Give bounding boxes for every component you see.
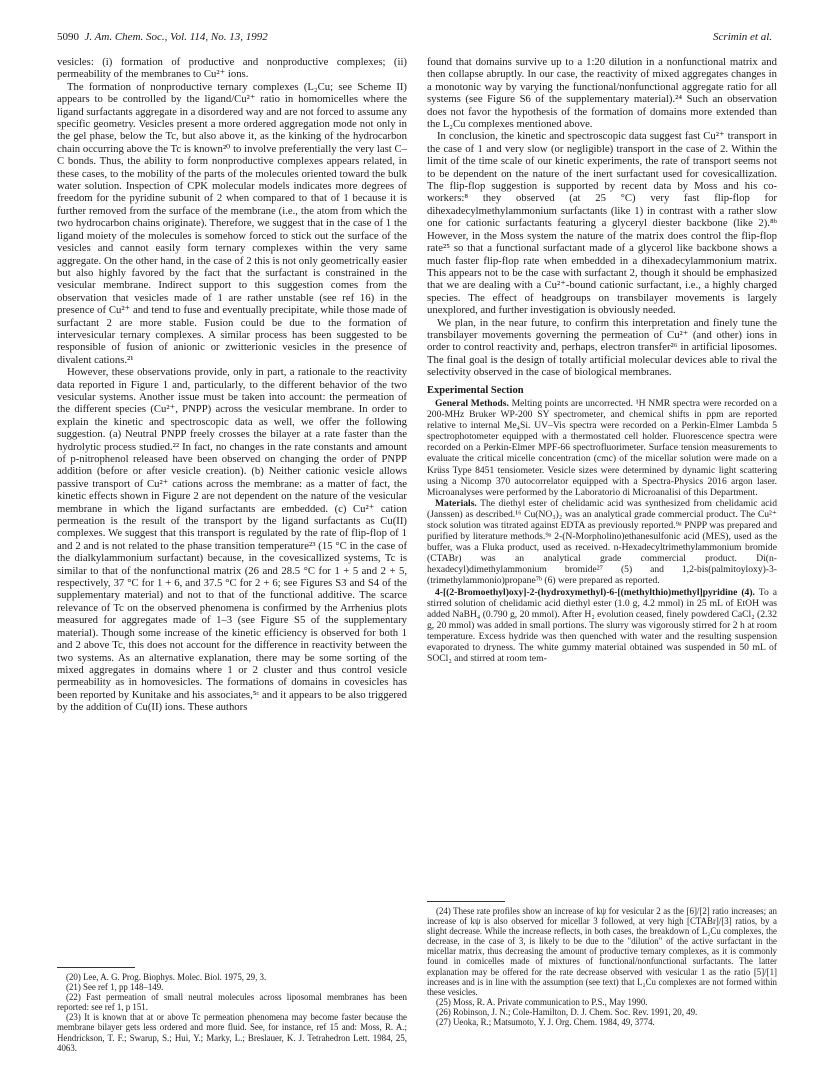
left-footnotes (57, 967, 407, 1053)
footnote-rule-right (427, 901, 505, 902)
experimental-section (427, 398, 777, 664)
compound-4-text: To a stirred solution of chelidamic acid diethyl ester (1.0 g, 4.2 mmol) in 25 mL of EtOH was added NaBH₄ (0.790 g, 20 mmol). After H₂ evolution ceased, finely powdered CaCl₂ (2.32 g, 20 mmol) was added in small portions. The slurry was vigorously stirred for 2 h at room temperature. Excess hydride was then quenched with water and the resulting suspension evaporated to dryness. The white gummy material obtained was suspended in 50 mL of SOCl₂ and stirred at room tem- (427, 586, 777, 665)
footnote-22: (22) Fast permeation of small neutral molecules across liposomal membranes has been reported: see ref 1, p 151. (57, 992, 407, 1013)
materials-text: The diethyl ester of chelidamic acid was synthesized from chelidamic acid (Janssen) as described.¹⁶ Cu(NO₃)₂ was an analytical grade commercial product. The Cu²⁺ stock solution was titrated against EDTA as previously reported.⁹ᵃ PNPP was prepared and purified by literature methods.⁹ᵃ 2-(N-Morpholino)ethanesulfonic acid (MES), used as the buffer, was a Fluka product, used as received. n-Hexadecyltrimethylammonium bromide (CTABr) was an analytical grade commercial product. Di(n-hexadecyl)dimethylammonium bromide²⁷ (5) and 1,2-bis(palmitoyloxy)-3-(trimethylammonio)propane⁷ᵇ (6) were prepared as reported. (427, 497, 777, 587)
compound-4-heading: 4-[(2-Bromoethyl)oxy]-2-(hydroxymethyl)-6-[(methylthio)methyl]pyridine (4). (435, 586, 755, 598)
footnote-26: (26) Robinson, J. N.; Cole-Hamilton, D. J. Chem. Soc. Rev. 1991, 20, 49. (436, 1006, 698, 1017)
section-title: Experimental Section (427, 384, 524, 396)
page-number: 5090 (57, 31, 79, 43)
left-paragraph-2: However, these observations provide, only in part, a rationale to the reactivity data reported in Figure 1 and, particularly, to the different behavior of the two vesicular systems. Another issue must be taken into account: the permeation of the different species (Cu²⁺, PNPP) across the vesicular membrane. In order to explain the kinetic and spectroscopic data as well, we offer the following suggestion. (a) Neutral PNPP freely crosses the bilayer at a rate faster than the hydrolytic process studied.²² In fact, no changes in the rate constants and amount of p-nitrophenol released have been observed on changing the order of PNPP addition (before or after vesicle creation). (b) Neither cationic vesicle allows passive transport of Cu²⁺ cations across the membrane: as a matter of fact, the kinetic effects shown in Figure 2 are not dependent on the nature of the vesicular membrane in which the ligand surfactants are embedded. (c) Cu²⁺ cation permeation is the result of the transport by the ligand surfactants as Cu(II) complexes. We suggest that this transport is regulated by the rate of flip-flop of 1 and 2 and is not related to the phase transition temperature²³ (15 °C in the case of the dialkylammonium surfactant) because, in the covesicallized systems, Tc is similar to that of the nonfunctional matrix (26 and 28.5 °C for 1 + 5 and 2 + 5, respectively, 37 °C for 1 + 6, and 37.5 °C for 2 + 6; see Figures S3 and S4 of the supplementary material) and not to that of the functional additive. The scarce relevance of Tc on the observed phenomena is confirmed by the Arrhenius plots measured for aggregates made of 1–3 (see Figure S5 of the supplementary material). Though some increase of the kinetic efficiency is observed for both 1 and 2 above Tc, this does not account for the difference in reactivity between the two systems. As an alternative explanation, there may be some sorting of the mixed aggregates in domains where 1 or 2 cluster and thus control vesicle permeability as in homovesicles. The formations of domains in covesicles has been reported by Kunitake and his associates,⁵ᶜ and it appears to be also triggered by the addition of Cu(II) ions. These authors (57, 366, 407, 714)
right-paragraph-0: found that domains survive up to a 1:20 dilution in a nonfunctional matrix and then collapse abruptly. In our case, the reactivity of mixed aggregates changes in a monotonic way by varying the functional/nonfunctional aggregate ratio for all systems (see Figure S6 of the supplementary material).²⁴ Such an observation does not favor the hypothesis of the formation of domains more extended than the L₂Cu complexes mentioned above. (427, 56, 777, 131)
page-header (57, 31, 772, 47)
journal-citation: J. Am. Chem. Soc., Vol. 114, No. 13, 1992 (84, 31, 268, 43)
materials-heading: Materials. (435, 497, 477, 509)
footnote-20: (20) Lee, A. G. Prog. Biophys. Molec. Biol. 1975, 29, 3. (66, 972, 267, 982)
right-paragraph-1: In conclusion, the kinetic and spectroscopic data suggest fast Cu²⁺ transport in the case of 1 and very slow (or negligible) transport in the case of 2. Within the limit of the time scale of our kinetic experiments, the rate of transport seems not to be dependent on the nature of the inert surfactant used for covesicallization. The flip-flop suggestion is supported by recent data by Moss and his co-workers:⁸ they observed (at 25 °C) very fast flip-flop for dihexadecylmethylammonium surfactants (like 1) in contrast with a rather slow one for cationic surfactants featuring a glyceryl diester backbone (like 2).⁸ᵇ However, in the Moss system the nature of the matrix does control the flip-flop rate²⁵ so that a functional surfactant made of a glycerol like backbone shows a much faster flip-flop rate when embedded in a dihexadecylammonium matrix. This appears not to be the case with surfactant 2, though it should be emphasized that we are dealing with a Cu²⁺-bound cationic surfactant, i.e., a highly charged species. The effect of headgroups on transbilayer movements is largely unexplored, and further investigation is obviously needed. (427, 130, 777, 317)
footnote-27: (27) Ueoka, R.; Matsumoto, Y. J. Org. Chem. 1984, 49, 3774. (436, 1017, 655, 1028)
footnote-21: (21) See ref 1, pp 148–149. (66, 982, 164, 993)
left-column (57, 56, 407, 1004)
footnote-25: (25) Moss, R. A. Private communication to P.S., May 1990. (436, 996, 648, 1007)
running-authors: Scrimin et al. (713, 31, 772, 43)
left-paragraph-0: vesicles: (i) formation of productive and nonproductive complexes; (ii) permeability of the membranes to Cu²⁺ ions. (57, 56, 407, 81)
left-paragraph-1: The formation of nonproductive ternary complexes (L₂Cu; see Scheme II) appears to be controlled by the ligand/Cu²⁺ ratio in homomicelles where the ligand surfactants aggregate in a disordered way and are not forced to assume any specific geometry. Vesicles present a more ordered aggregation mode not only in the gel phase, below the Tc, but also above it, as the kinking of the hydrocarbon chain occurring above the Tc is known²⁰ to involve preferentially the very last C–C bonds. Thus, the ability to form nonproductive complexes appears related, in these cases, to the mobility of the parts of the molecules oriented toward the bulk water solution. Inspection of CPK molecular models indicates more degrees of freedom for the pyridine subunit of 2 when compared to that of 1 because it is further removed from the surface of the membrane (i.e., the atom from which the two hydrocarbon chains originate). Therefore, we suggest that in the case of 1 the ligand moiety of the molecules is somehow forced to stick out the surface of the vesicles and cannot easily form ternary complexes within the very same aggregate. On the other hand, in the case of 2 this is not only geometrically easier but also highly favored by the fact that the surfactant is constrained in the vesicular membrane. Indirect support to this suggestion comes from the observation that vesicles made of 1 are rather unstable (see ref 16) in the presence of Cu²⁺ and tend to fuse and eventually precipitate, while those made of surfactant 2 are more stable. Fusion could be due to the formation of intervesicular ternary complexes. A similar process has been suggested to be responsible of fusion of anionic or zwitterionic vesicles in the presence of divalent cations.²¹ (57, 80, 407, 366)
right-paragraph-2: We plan, in the near future, to confirm this interpretation and finely tune the transbilayer movements governing the permeation of Cu²⁺ (and other) ions in order to control reactivity and, perhaps, electron transfer²⁶ in artificial liposomes. The final goal is the design of totally artificial molecular devices able to rival the selectivity observed in the case of biological membranes. (427, 316, 777, 379)
footnote-24: (24) These rate profiles show an increase of kψ for vesicular 2 as the [6]/[2] ratio increases; an increase of kψ is also observed for micellar 3 followed, at very high [CTABr]/[3] ratios, by a slight decrease. While the increase reflects, in both cases, the breakdown of L₂Cu complexes, the decrease, in the case of 3, is likely to be due to the "dilution" of the active surfactant in the micellar matrix, thus decreasing the amount of productive ternary complexes, as it is commonly found in comicelles made of mixtures of functional/nonfunctional surfactants. The latter explanation may be offered for the rate decrease observed with vesicular 1 as the ratio [5]/[1] increases and is in line with the assumption (see text) that L₂Cu complexes are not formed within these vesicles. (427, 906, 777, 997)
header-left (57, 31, 268, 43)
right-column (427, 56, 777, 1046)
footnote-rule (57, 967, 135, 968)
general-methods-heading: General Methods. (435, 397, 509, 409)
materials-paragraph (427, 498, 777, 587)
footnote-23: (23) It is known that at or above Tc permeation phenomena may become faster because the membrane bilayer gets less ordered and more fluid. See, for instance, ref 15 and: Moss, R. A.; Hendrickson, T. F.; Swarup, S.; Hui, Y.; Marky, L.; Breslauer, K. J. Tetrahedron Lett. 1984, 25, 4063. (57, 1012, 407, 1053)
general-methods-paragraph (427, 398, 777, 498)
right-footnotes (427, 901, 777, 1027)
compound-4-paragraph (427, 587, 777, 665)
general-methods-text: Melting points are uncorrected. ¹H NMR spectra were recorded on a 200-MHz Bruker WP-200 SY spectrometer, and chemical shifts in ppm are reported relative to internal Me₄Si. UV–Vis spectra were recorded on a Perkin-Elmer Lambda 5 spectrophotometer equipped with a thermostated cell holder. Fluorescence spectra were recorded on a Perkin-Elmer MPF-66 spectrofluorimeter. Surface tension measurements to evaluate the critical micelle concentration (cmc) of the micellar solution were made on a Krüss Type 8451 tensiometer. Vesicle sizes were determined by dynamic light scattering using a Nicomp 370 autocorrelator equipped with a Spectra-Physics 2016 argon laser. Microanalyses were performed by the Laboratorio di Microanalisi of this Department. (427, 397, 777, 498)
